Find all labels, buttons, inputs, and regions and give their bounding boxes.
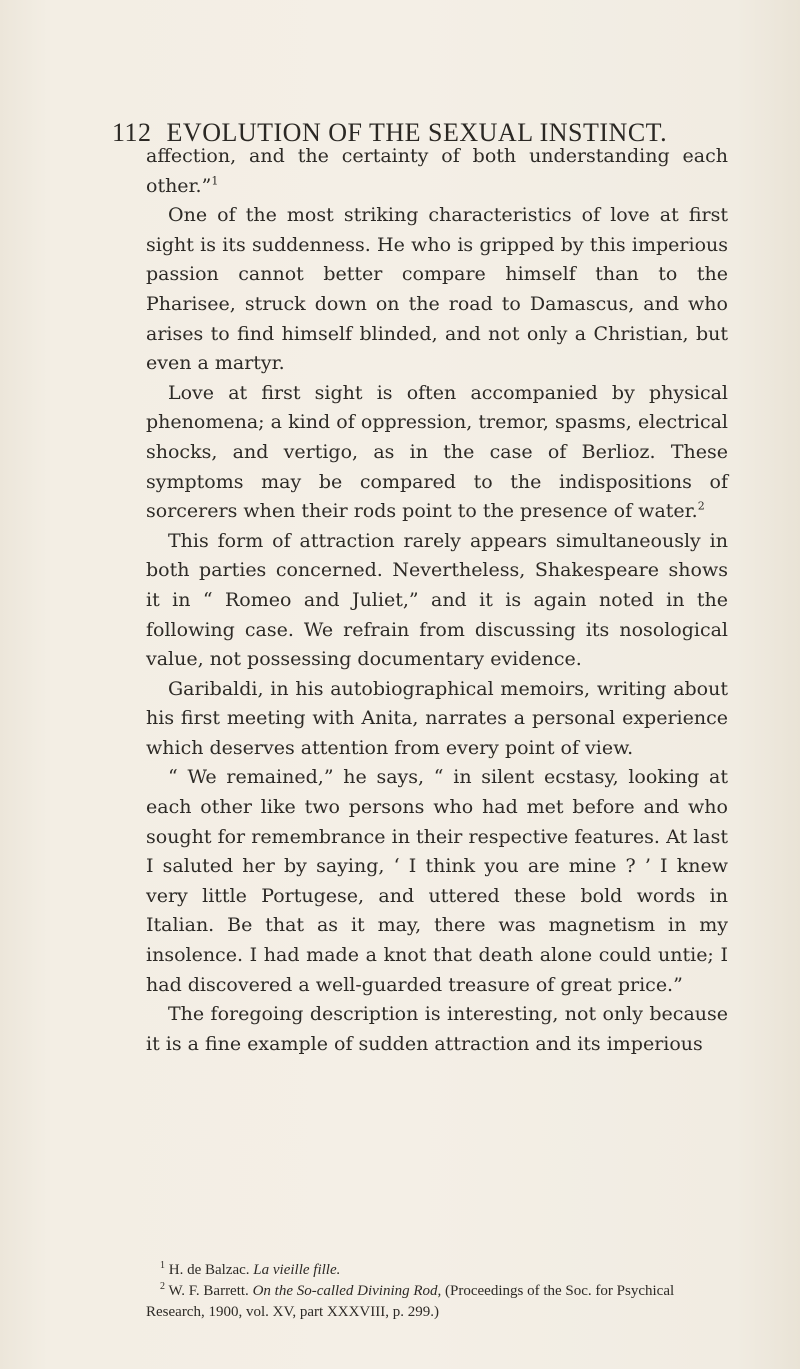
footnote: $^1$ H. de Balzac. La vieille fille. [160, 1260, 341, 1278]
footnote-mark: 2 [160, 1281, 165, 1292]
page-number: 112 [112, 118, 152, 147]
paragraph: affection, and the certainty of both understanding each other.”$^1$ [146, 145, 728, 197]
footnote-work-title: La vieille fille. [253, 1262, 341, 1278]
footnote-ref: 2 [697, 499, 705, 513]
paragraph: This form of attraction rarely appears simultaneously in both parties concerned. Nevertheless, Shakespeare shows it in “ Romeo and Juliet,” and it is again noted in the following case. We refrain from discussing its nosological value, not possessing documentary evidence. [146, 529, 728, 671]
running-title: EVOLUTION OF THE SEXUAL INSTINCT. [166, 118, 668, 147]
paragraph: Garibaldi, in his autobiographical memoirs, writing about his first meeting with Anita, narrates a personal experience which deserves attention from every point of view. [146, 677, 728, 759]
footnotes [146, 1260, 728, 1323]
paragraph: “ We remained,” he says, “ in silent ecstasy, looking at each other like two persons who had met before and who sought for remembrance in their respective features. At last I saluted her by saying, ‘ I think you are mine ? ’ I knew very little Portugese, and uttered these bold words in Italian. Be that as it may, there was magnetism in my insolence. I had made a knot that death alone could untie; I had discovered a well-guarded treasure of great price.” [146, 766, 728, 996]
paragraph: One of the most striking characteristics of love at first sight is its suddenness. He who is gripped by this imperious passion cannot better compare himself than to the Pharisee, struck down on the road to Damascus, and who arises to find himself blinded, and not only a Christian, but even a martyr. [146, 204, 728, 375]
paragraph: Love at first sight is often accompanied by physical phenomena; a kind of oppression, tremor, spasms, electrical shocks, and vertigo, as in the case of Berlioz. These symptoms may be compared to the indispositions of sorcerers when their rods point to the presence of water.$^2$ [146, 381, 728, 523]
body-text [146, 142, 728, 1059]
footnote-ref: 1 [211, 174, 219, 188]
footnote-work-title: On the So-called Divining Rod, [252, 1283, 442, 1299]
footnote: $^2$ W. F. Barrett. On the So-called Divining Rod, (Proceedings of the Soc. for Psychical Research, 1900, vol. XV, part XXXVIII, p. 299.) [146, 1281, 675, 1320]
footnote-mark: 1 [160, 1260, 165, 1271]
paragraph: The foregoing description is interesting, not only because it is a fine example of sudden attraction and its imperious [146, 1003, 728, 1055]
